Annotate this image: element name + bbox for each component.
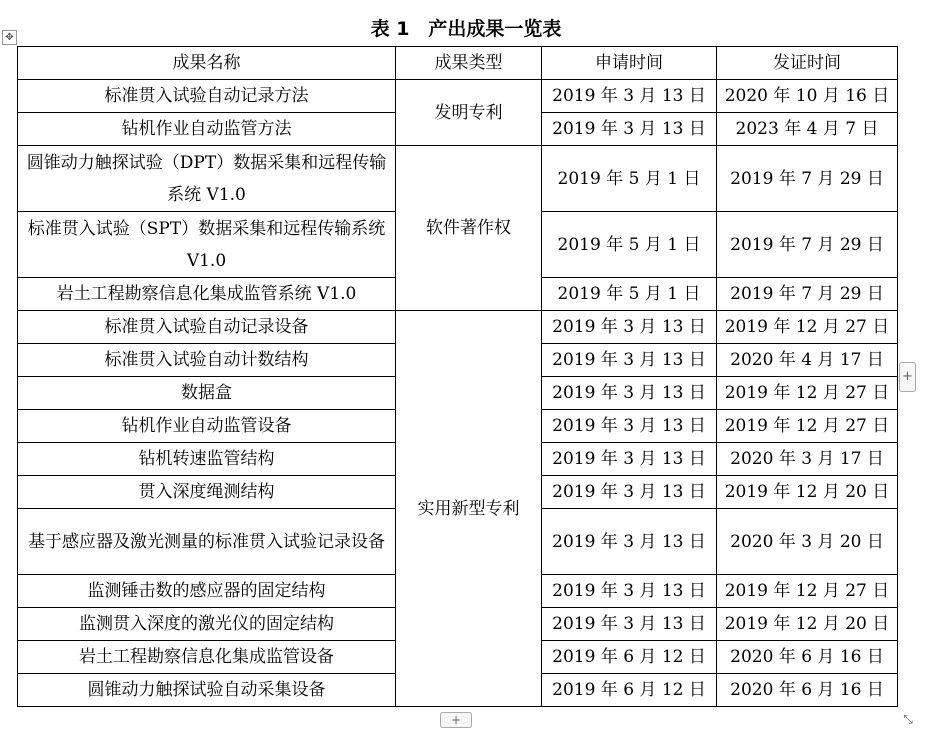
cell-name: 标准贯入试验（SPT）数据采集和远程传输系统 V1.0 [18,212,396,278]
cell-apply-date: 2019 年 3 月 13 日 [542,80,717,113]
cell-issue-date: 2019 年 12 月 20 日 [717,476,898,509]
cell-apply-date: 2019 年 6 月 12 日 [542,674,717,707]
header-issue-date: 发证时间 [717,47,898,80]
table-title: 表 1 产出成果一览表 [370,18,562,40]
move-icon[interactable]: ✥ [2,30,17,45]
cell-apply-date: 2019 年 6 月 12 日 [542,641,717,674]
cell-issue-date: 2019 年 7 月 29 日 [717,146,898,212]
cell-apply-date: 2019 年 3 月 13 日 [542,113,717,146]
cell-issue-date: 2019 年 7 月 29 日 [717,278,898,311]
cell-issue-date: 2020 年 4 月 17 日 [717,344,898,377]
cell-apply-date: 2019 年 3 月 13 日 [542,377,717,410]
cell-issue-date: 2020 年 6 月 16 日 [717,641,898,674]
cell-issue-date: 2023 年 4 月 7 日 [717,113,898,146]
cell-apply-date: 2019 年 3 月 13 日 [542,575,717,608]
cell-issue-date: 2020 年 6 月 16 日 [717,674,898,707]
cell-apply-date: 2019 年 5 月 1 日 [542,212,717,278]
cell-name: 圆锥动力触探试验自动采集设备 [18,674,396,707]
cell-type-software: 软件著作权 [396,146,542,311]
cell-issue-date: 2020 年 3 月 20 日 [717,509,898,575]
cell-name: 基于感应器及激光测量的标准贯入试验记录设备 [18,509,396,575]
cell-name: 标准贯入试验自动记录方法 [18,80,396,113]
add-row-button[interactable]: + [440,712,472,728]
cell-name: 圆锥动力触探试验（DPT）数据采集和远程传输系统 V1.0 [18,146,396,212]
cell-issue-date: 2019 年 7 月 29 日 [717,212,898,278]
cell-issue-date: 2019 年 12 月 27 日 [717,377,898,410]
cell-issue-date: 2019 年 12 月 27 日 [717,311,898,344]
cell-name: 钻机作业自动监管方法 [18,113,396,146]
header-apply-date: 申请时间 [542,47,717,80]
cell-issue-date: 2020 年 10 月 16 日 [717,80,898,113]
cell-name: 监测贯入深度的激光仪的固定结构 [18,608,396,641]
table-header-row [18,47,898,80]
cell-name: 岩土工程勘察信息化集成监管系统 V1.0 [18,278,396,311]
cell-name: 标准贯入试验自动计数结构 [18,344,396,377]
cell-issue-date: 2019 年 12 月 20 日 [717,608,898,641]
cell-apply-date: 2019 年 3 月 13 日 [542,608,717,641]
cell-apply-date: 2019 年 3 月 13 日 [542,344,717,377]
cell-issue-date: 2020 年 3 月 17 日 [717,443,898,476]
cell-apply-date: 2019 年 3 月 13 日 [542,410,717,443]
results-table [17,46,898,707]
cell-issue-date: 2019 年 12 月 27 日 [717,575,898,608]
table-row [18,146,898,212]
cell-name: 钻机转速监管结构 [18,443,396,476]
header-type: 成果类型 [396,47,542,80]
cell-apply-date: 2019 年 3 月 13 日 [542,509,717,575]
header-name: 成果名称 [18,47,396,80]
cell-type-utility: 实用新型专利 [396,311,542,707]
cell-name: 钻机作业自动监管设备 [18,410,396,443]
cell-name: 数据盒 [18,377,396,410]
add-column-button[interactable]: + [899,362,916,392]
cell-name: 监测锤击数的感应器的固定结构 [18,575,396,608]
cell-apply-date: 2019 年 5 月 1 日 [542,278,717,311]
cell-apply-date: 2019 年 3 月 13 日 [542,476,717,509]
cell-name: 贯入深度绳测结构 [18,476,396,509]
table-row [18,80,898,113]
cell-apply-date: 2019 年 3 月 13 日 [542,311,717,344]
cell-name: 岩土工程勘察信息化集成监管设备 [18,641,396,674]
cell-name: 标准贯入试验自动记录设备 [18,311,396,344]
cell-issue-date: 2019 年 12 月 27 日 [717,410,898,443]
cell-type-invention: 发明专利 [396,80,542,146]
resize-icon[interactable]: ⤡ [903,712,913,726]
table-row [18,311,898,344]
cell-apply-date: 2019 年 5 月 1 日 [542,146,717,212]
cell-apply-date: 2019 年 3 月 13 日 [542,443,717,476]
